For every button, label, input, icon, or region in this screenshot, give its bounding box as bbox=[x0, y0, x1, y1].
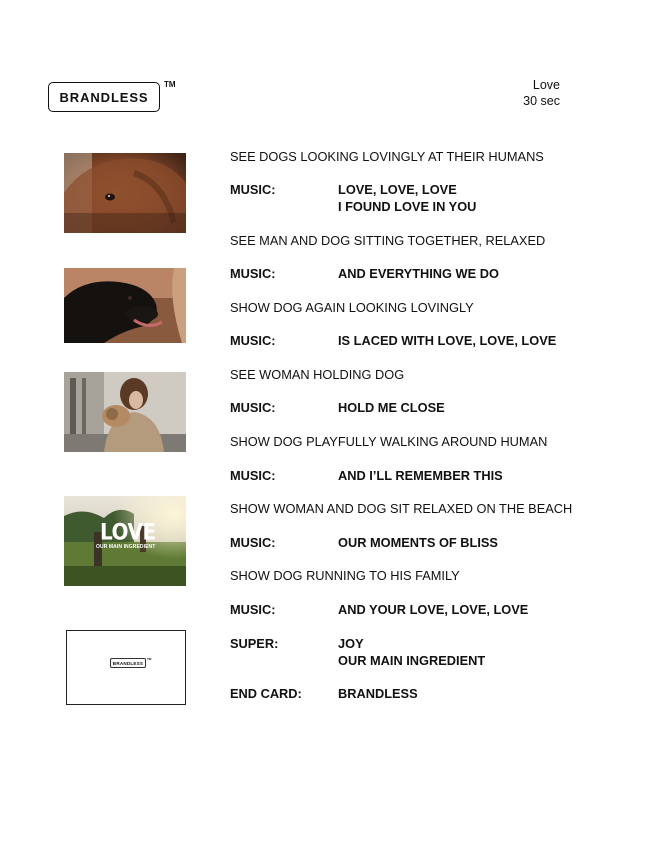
music-lyric-1a: LOVE, LOVE, LOVE bbox=[338, 182, 457, 197]
music-lyric-1b: I FOUND LOVE IN YOU bbox=[338, 199, 477, 214]
direction-line-7: SHOW DOG RUNNING TO HIS FAMILY bbox=[230, 568, 460, 583]
frame-end-card bbox=[66, 630, 186, 705]
direction-line-4: SEE WOMAN HOLDING DOG bbox=[230, 367, 405, 382]
direction-line-6: SHOW WOMAN AND DOG SIT RELAXED ON THE BEACH bbox=[230, 501, 573, 516]
super-line-2: OUR MAIN INGREDIENT bbox=[338, 653, 486, 668]
music-lyric-7: AND YOUR LOVE, LOVE, LOVE bbox=[338, 602, 529, 617]
spot-length: 30 sec bbox=[523, 94, 560, 108]
frame-love-super bbox=[64, 496, 186, 586]
frame-woman-holding-dog bbox=[64, 372, 186, 452]
music-label-7: MUSIC: bbox=[230, 602, 276, 617]
super-label: SUPER: bbox=[230, 636, 279, 651]
brand-logo: BRANDLESS bbox=[48, 82, 160, 112]
end-card-logo: BRANDLESS bbox=[110, 658, 146, 668]
spot-info bbox=[500, 77, 560, 109]
end-card-label: END CARD: bbox=[230, 686, 302, 701]
music-label-2: MUSIC: bbox=[230, 266, 276, 281]
music-lyric-2: AND EVERYTHING WE DO bbox=[338, 266, 499, 281]
music-label-4: MUSIC: bbox=[230, 400, 276, 415]
direction-line-1: SEE DOGS LOOKING LOVINGLY AT THEIR HUMANS bbox=[230, 149, 544, 164]
end-card-value: BRANDLESS bbox=[338, 686, 418, 701]
super-line-1: JOY bbox=[338, 636, 364, 651]
love-super-overlay bbox=[64, 496, 186, 586]
direction-line-5: SHOW DOG PLAYFULLY WALKING AROUND HUMAN bbox=[230, 434, 548, 449]
music-lyric-6: OUR MOMENTS OF BLISS bbox=[338, 535, 498, 550]
music-lyric-4: HOLD ME CLOSE bbox=[338, 400, 445, 415]
end-card-trademark: TM bbox=[147, 657, 152, 661]
music-lyric-5: AND I’LL REMEMBER THIS bbox=[338, 468, 503, 483]
music-label-6: MUSIC: bbox=[230, 535, 276, 550]
frame-black-dog bbox=[64, 268, 186, 343]
music-lyric-3: IS LACED WITH LOVE, LOVE, LOVE bbox=[338, 333, 557, 348]
direction-line-3: SHOW DOG AGAIN LOOKING LOVINGLY bbox=[230, 300, 474, 315]
spot-title: Love bbox=[532, 78, 560, 92]
love-super-subtitle: OUR MAIN INGREDIENT bbox=[96, 544, 156, 550]
music-label-5: MUSIC: bbox=[230, 468, 276, 483]
love-super-word: LOVE bbox=[100, 518, 156, 546]
direction-line-2: SEE MAN AND DOG SITTING TOGETHER, RELAXED bbox=[230, 233, 546, 248]
music-label-3: MUSIC: bbox=[230, 333, 276, 348]
music-label-1: MUSIC: bbox=[230, 182, 276, 197]
trademark-symbol: TM bbox=[164, 80, 176, 89]
frame-dog-closeup bbox=[64, 153, 186, 233]
